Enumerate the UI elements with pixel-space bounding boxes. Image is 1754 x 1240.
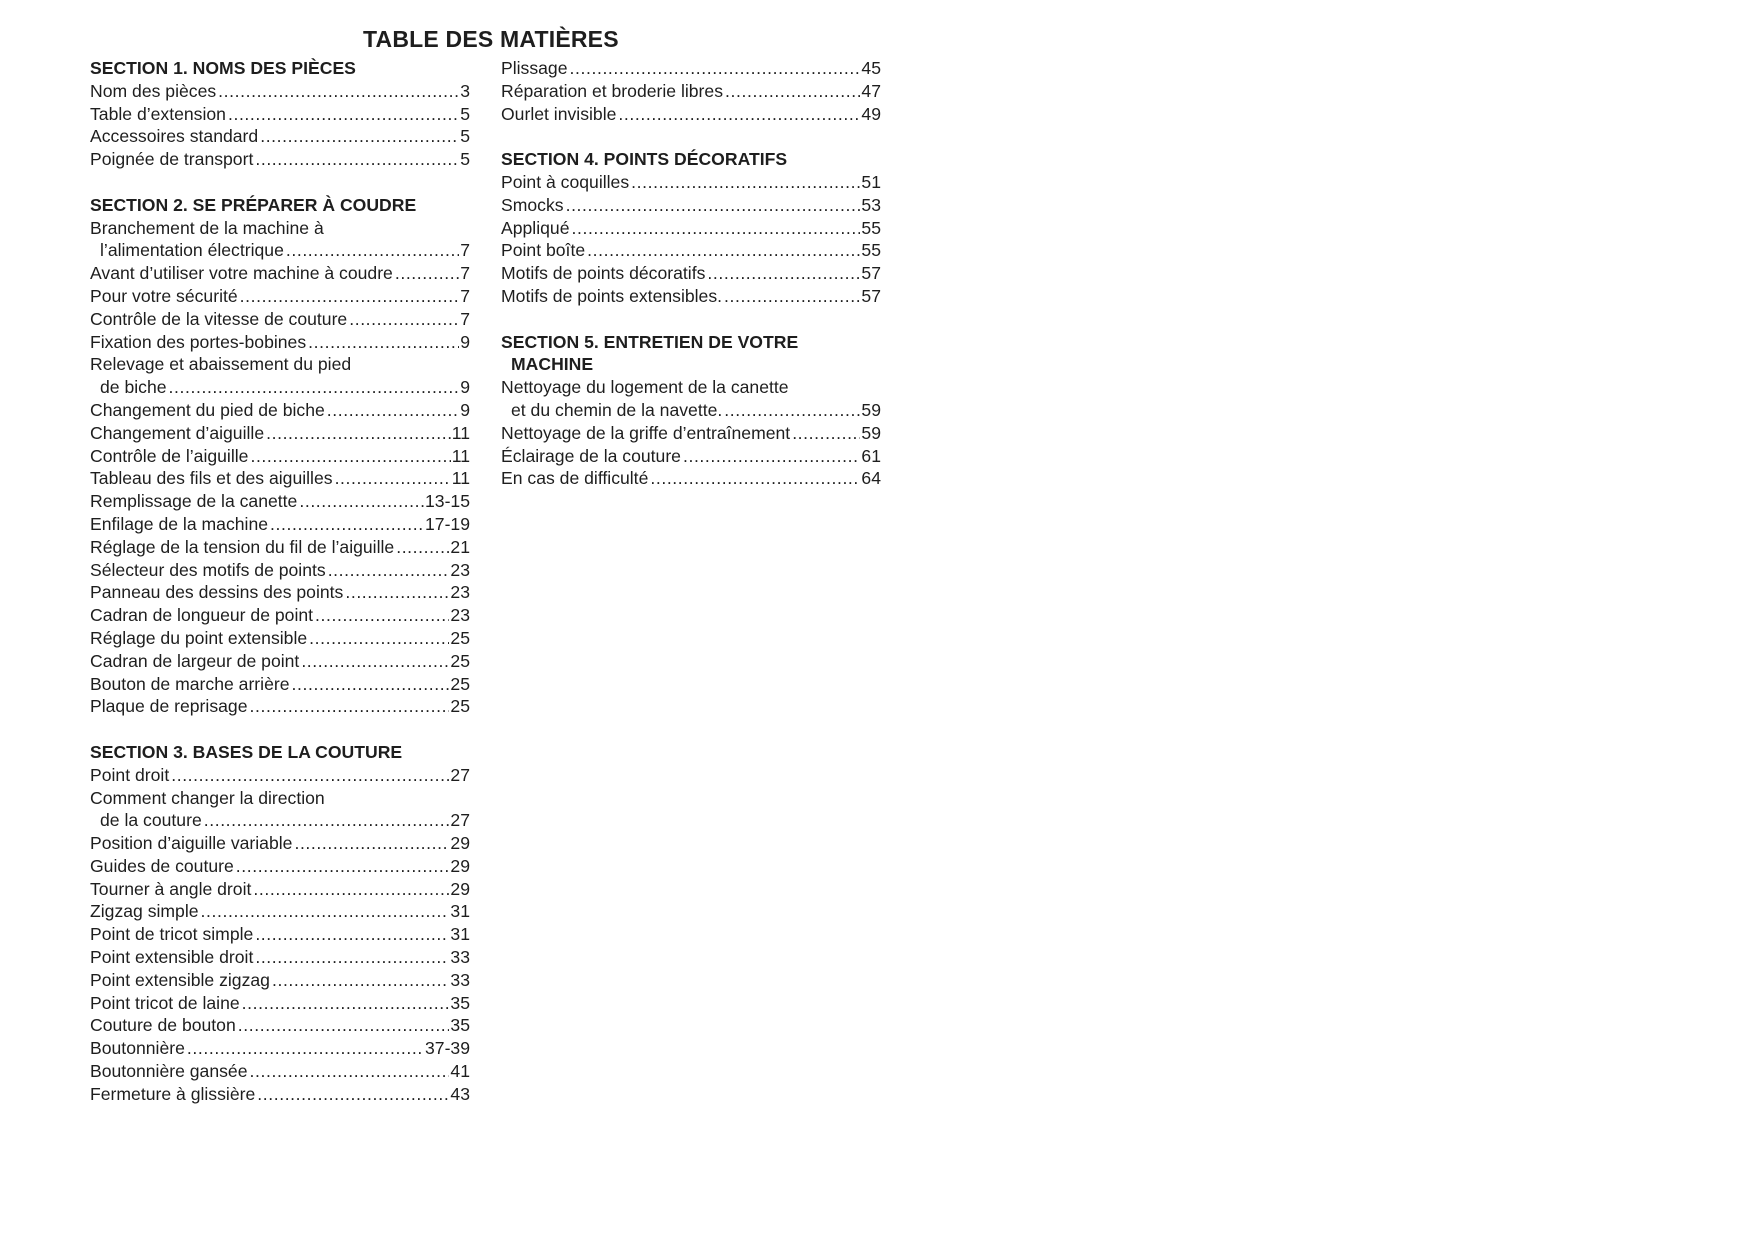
toc-entry xyxy=(90,969,470,992)
dot-leader xyxy=(242,992,450,1015)
dot-leader xyxy=(204,809,450,832)
dot-leader xyxy=(724,399,860,422)
dot-leader xyxy=(294,832,449,855)
dot-leader xyxy=(349,308,459,331)
entry-label: Motifs de points décoratifs xyxy=(501,263,706,284)
entry-label: et du chemin de la navette. xyxy=(511,399,723,420)
dot-leader xyxy=(618,103,860,126)
entry-label: Couture de bouton xyxy=(90,1015,236,1036)
dot-leader xyxy=(292,673,450,696)
toc-entry xyxy=(501,262,881,285)
dot-leader xyxy=(571,217,860,240)
page-number: 55 xyxy=(861,217,881,238)
toc-entry xyxy=(501,194,881,217)
entry-label: Point extensible droit xyxy=(90,947,254,968)
entry-label: Nettoyage de la griffe d’entraînement xyxy=(501,422,791,443)
page-number: 29 xyxy=(450,878,470,899)
dot-leader xyxy=(570,57,861,80)
page-number: 23 xyxy=(450,559,470,580)
page-number: 49 xyxy=(861,103,881,124)
entry-label: Bouton de marche arrière xyxy=(90,673,290,694)
dot-leader xyxy=(315,604,449,627)
toc-entry xyxy=(90,467,470,490)
entry-label: Appliqué xyxy=(501,217,570,238)
toc-entry xyxy=(90,878,470,901)
entry-label: Contrôle de la vitesse de couture xyxy=(90,308,348,329)
section-2 xyxy=(90,194,470,718)
section-5-heading xyxy=(501,331,881,377)
entry-label: Tourner à angle droit xyxy=(90,878,252,899)
toc-entry xyxy=(90,992,470,1015)
toc-entry xyxy=(90,148,470,171)
toc-entry xyxy=(90,285,470,308)
dot-leader xyxy=(395,262,459,285)
page-number: 9 xyxy=(460,377,470,398)
toc-entry xyxy=(90,627,470,650)
toc-entry xyxy=(90,1037,470,1060)
entry-label: Contrôle de l’aiguille xyxy=(90,445,249,466)
page-number: 23 xyxy=(450,582,470,603)
page-number: 23 xyxy=(450,605,470,626)
entry-label: de biche xyxy=(100,377,167,398)
page-number: 33 xyxy=(450,969,470,990)
entry-label: Point tricot de laine xyxy=(90,992,240,1013)
dot-leader xyxy=(566,194,861,217)
page-number: 45 xyxy=(861,58,881,78)
page-number: 31 xyxy=(450,901,470,922)
toc-entry xyxy=(90,581,470,604)
page-number: 29 xyxy=(450,855,470,876)
dot-leader xyxy=(236,855,450,878)
dot-leader xyxy=(250,1060,450,1083)
entry-label: Réparation et broderie libres xyxy=(501,80,724,101)
page-number: 25 xyxy=(450,673,470,694)
toc-entry xyxy=(501,80,881,103)
section-3-heading: SECTION 3. BASES DE LA COUTURE xyxy=(90,741,403,762)
page-number: 7 xyxy=(460,285,470,306)
toc-entry xyxy=(501,422,881,445)
entry-label: Cadran de longueur de point xyxy=(90,605,314,626)
entry-label: Avant d’utiliser votre machine à coudre xyxy=(90,263,393,284)
page-number: 37-39 xyxy=(425,1038,470,1059)
toc-entry xyxy=(501,399,881,422)
page-number: 61 xyxy=(861,445,881,466)
page-number: 13-15 xyxy=(425,491,470,512)
dot-leader xyxy=(253,878,449,901)
toc-entry xyxy=(501,445,881,468)
toc-entry xyxy=(90,923,470,946)
page-number: 41 xyxy=(450,1061,470,1082)
dot-leader xyxy=(725,80,860,103)
page-number: 25 xyxy=(450,650,470,671)
entry-label: Boutonnière gansée xyxy=(90,1061,248,1082)
dot-leader xyxy=(286,239,459,262)
dot-leader xyxy=(587,239,860,262)
entry-label-line: Nettoyage du logement de la canette xyxy=(501,377,789,398)
entry-label-line: Relevage et abaissement du pied xyxy=(90,354,352,375)
toc-entry xyxy=(90,855,470,878)
page-number: 5 xyxy=(460,103,470,124)
page-number: 64 xyxy=(861,468,881,489)
page-number: 21 xyxy=(450,536,470,557)
toc-entry xyxy=(90,604,470,627)
entry-label: Point de tricot simple xyxy=(90,924,254,945)
page-number: 3 xyxy=(460,80,470,101)
toc-entry xyxy=(90,695,470,718)
entry-label: Zigzag simple xyxy=(90,901,199,922)
entry-label: Nom des pièces xyxy=(90,80,217,101)
page-number: 59 xyxy=(861,422,881,443)
entry-label: Changement du pied de biche xyxy=(90,399,325,420)
section-1-heading: SECTION 1. NOMS DES PIÈCES xyxy=(90,58,356,78)
toc-entry xyxy=(90,490,470,513)
page-number: 11 xyxy=(451,445,470,466)
toc-entry xyxy=(90,1014,470,1037)
page-number: 43 xyxy=(450,1083,470,1104)
entry-label: Pour votre sécurité xyxy=(90,285,238,306)
page-number: 27 xyxy=(450,764,470,785)
toc-entry xyxy=(501,285,881,308)
toc-entry xyxy=(501,103,881,126)
toc-entry xyxy=(90,650,470,673)
entry-label: Guides de couture xyxy=(90,855,234,876)
entry-label: Ourlet invisible xyxy=(501,103,617,124)
entry-label: Smocks xyxy=(501,194,564,215)
page-number: 9 xyxy=(460,399,470,420)
toc-entry xyxy=(90,103,470,126)
dot-leader xyxy=(238,1014,450,1037)
section-2-heading: SECTION 2. SE PRÉPARER À COUDRE xyxy=(90,194,417,215)
entry-label: Table d’extension xyxy=(90,103,226,124)
toc-entry xyxy=(90,262,470,285)
dot-leader xyxy=(707,262,860,285)
entry-label: Poignée de transport xyxy=(90,149,254,170)
section-4 xyxy=(501,148,881,308)
toc-entry xyxy=(90,331,470,354)
page-number: 11 xyxy=(451,468,470,489)
entry-label: Cadran de largeur de point xyxy=(90,650,300,671)
page-number: 33 xyxy=(450,947,470,968)
dot-leader xyxy=(266,422,451,445)
page-number: 53 xyxy=(861,194,881,215)
page-number: 27 xyxy=(450,810,470,831)
entry-label: Changement d’aiguille xyxy=(90,422,265,443)
toc-entry xyxy=(501,57,881,80)
page-number: 11 xyxy=(451,422,470,443)
toc-entry xyxy=(90,559,470,582)
toc-entry xyxy=(90,239,470,262)
toc-entry xyxy=(90,399,470,422)
entry-label: Point à coquilles xyxy=(501,171,630,192)
toc-entry xyxy=(90,764,470,787)
page-number: 35 xyxy=(450,1015,470,1036)
dot-leader xyxy=(724,285,860,308)
entry-label: Point droit xyxy=(90,764,170,785)
dot-leader xyxy=(218,80,459,103)
entry-label: Fermeture à glissière xyxy=(90,1083,256,1104)
dot-leader xyxy=(201,900,450,923)
dot-leader xyxy=(249,695,449,718)
dot-leader xyxy=(257,1083,449,1106)
dot-leader xyxy=(792,422,860,445)
page-number: 35 xyxy=(450,992,470,1013)
section-5 xyxy=(501,331,881,491)
toc-entry xyxy=(90,536,470,559)
entry-label: Réglage de la tension du fil de l’aiguille xyxy=(90,536,395,557)
toc-right-column xyxy=(501,57,881,513)
entry-label-line: Comment changer la direction xyxy=(90,787,325,808)
toc-entry xyxy=(501,171,881,194)
dot-leader xyxy=(255,923,449,946)
toc-left-column xyxy=(90,57,470,1128)
dot-leader xyxy=(396,536,449,559)
toc-entry xyxy=(90,900,470,923)
page-number: 57 xyxy=(861,263,881,284)
entry-label: Tableau des fils et des aiguilles xyxy=(90,468,333,489)
toc-entry xyxy=(90,308,470,331)
toc-entry xyxy=(90,125,470,148)
entry-label: Éclairage de la couture xyxy=(501,445,681,466)
page-number: 17-19 xyxy=(425,513,470,534)
toc-entry xyxy=(501,467,881,490)
entry-label: Point extensible zigzag xyxy=(90,969,270,990)
page-number: 51 xyxy=(861,171,881,192)
entry-label: Enfilage de la machine xyxy=(90,513,269,534)
entry-label: Remplissage de la canette xyxy=(90,491,298,512)
page-number: 31 xyxy=(450,924,470,945)
toc-entry xyxy=(501,239,881,262)
dot-leader xyxy=(228,103,459,126)
entry-label: de la couture xyxy=(100,810,202,831)
dot-leader xyxy=(260,125,459,148)
dot-leader xyxy=(345,581,449,604)
toc-entry xyxy=(90,445,470,468)
page-number: 7 xyxy=(460,308,470,329)
entry-label: Plissage xyxy=(501,58,568,78)
page-number: 29 xyxy=(450,833,470,854)
page-number: 5 xyxy=(460,126,470,147)
entry-label: Réglage du point extensible xyxy=(90,627,308,648)
entry-label: Panneau des dessins des points xyxy=(90,582,344,603)
dot-leader xyxy=(187,1037,424,1060)
section-5-heading-line-1: SECTION 5. ENTRETIEN DE VOTRE xyxy=(501,331,799,352)
page-number: 5 xyxy=(460,149,470,170)
toc-entry xyxy=(90,422,470,445)
section-4-heading: SECTION 4. POINTS DÉCORATIFS xyxy=(501,149,788,170)
toc-entry xyxy=(90,1060,470,1083)
page-number: 47 xyxy=(861,80,881,101)
entry-label: Sélecteur des motifs de points xyxy=(90,559,326,580)
dot-leader xyxy=(255,946,449,969)
dot-leader xyxy=(169,376,460,399)
toc-entry xyxy=(90,1083,470,1106)
entry-label: Accessoires standard xyxy=(90,126,259,147)
toc-entry xyxy=(90,673,470,696)
page-number: 25 xyxy=(450,696,470,717)
dot-leader xyxy=(272,969,449,992)
toc-entry xyxy=(90,809,470,832)
dot-leader xyxy=(171,764,449,787)
dot-leader xyxy=(308,331,459,354)
page-number: 7 xyxy=(460,263,470,284)
section-3 xyxy=(90,741,470,1106)
dot-leader xyxy=(240,285,460,308)
entry-label: Fixation des portes-bobines xyxy=(90,331,307,352)
section-3-continued xyxy=(501,57,881,125)
toc-entry xyxy=(90,832,470,855)
dot-leader xyxy=(327,399,459,422)
toc-entry xyxy=(90,946,470,969)
entry-label: Boutonnière xyxy=(90,1038,185,1059)
toc-entry xyxy=(501,217,881,240)
entry-label: Motifs de points extensibles. xyxy=(501,285,723,306)
dot-leader xyxy=(335,467,451,490)
dot-leader xyxy=(631,171,860,194)
dot-leader xyxy=(250,445,450,468)
dot-leader xyxy=(650,467,860,490)
entry-label: Position d’aiguille variable xyxy=(90,833,293,854)
page-number: 9 xyxy=(460,331,470,352)
entry-label: Plaque de reprisage xyxy=(90,696,248,717)
dot-leader xyxy=(255,148,459,171)
section-1 xyxy=(90,57,470,171)
toc-entry xyxy=(90,513,470,536)
dot-leader xyxy=(328,559,450,582)
page-title: TABLE DES MATIÈRES xyxy=(363,26,619,52)
entry-label-line: Branchement de la machine à xyxy=(90,217,324,238)
dot-leader xyxy=(299,490,424,513)
entry-label: Point boîte xyxy=(501,240,586,261)
section-5-heading-line-2: MACHINE xyxy=(511,354,594,375)
page-number: 7 xyxy=(460,240,470,261)
page-number: 59 xyxy=(861,399,881,420)
page-number: 55 xyxy=(861,240,881,261)
page-number: 25 xyxy=(450,627,470,648)
dot-leader xyxy=(301,650,449,673)
entry-label: En cas de difficulté xyxy=(501,468,649,489)
dot-leader xyxy=(270,513,424,536)
toc-entry xyxy=(90,80,470,103)
entry-label: l’alimentation électrique xyxy=(100,240,284,261)
dot-leader xyxy=(683,445,860,468)
page-number: 57 xyxy=(861,285,881,306)
toc-entry xyxy=(90,376,470,399)
dot-leader xyxy=(309,627,449,650)
